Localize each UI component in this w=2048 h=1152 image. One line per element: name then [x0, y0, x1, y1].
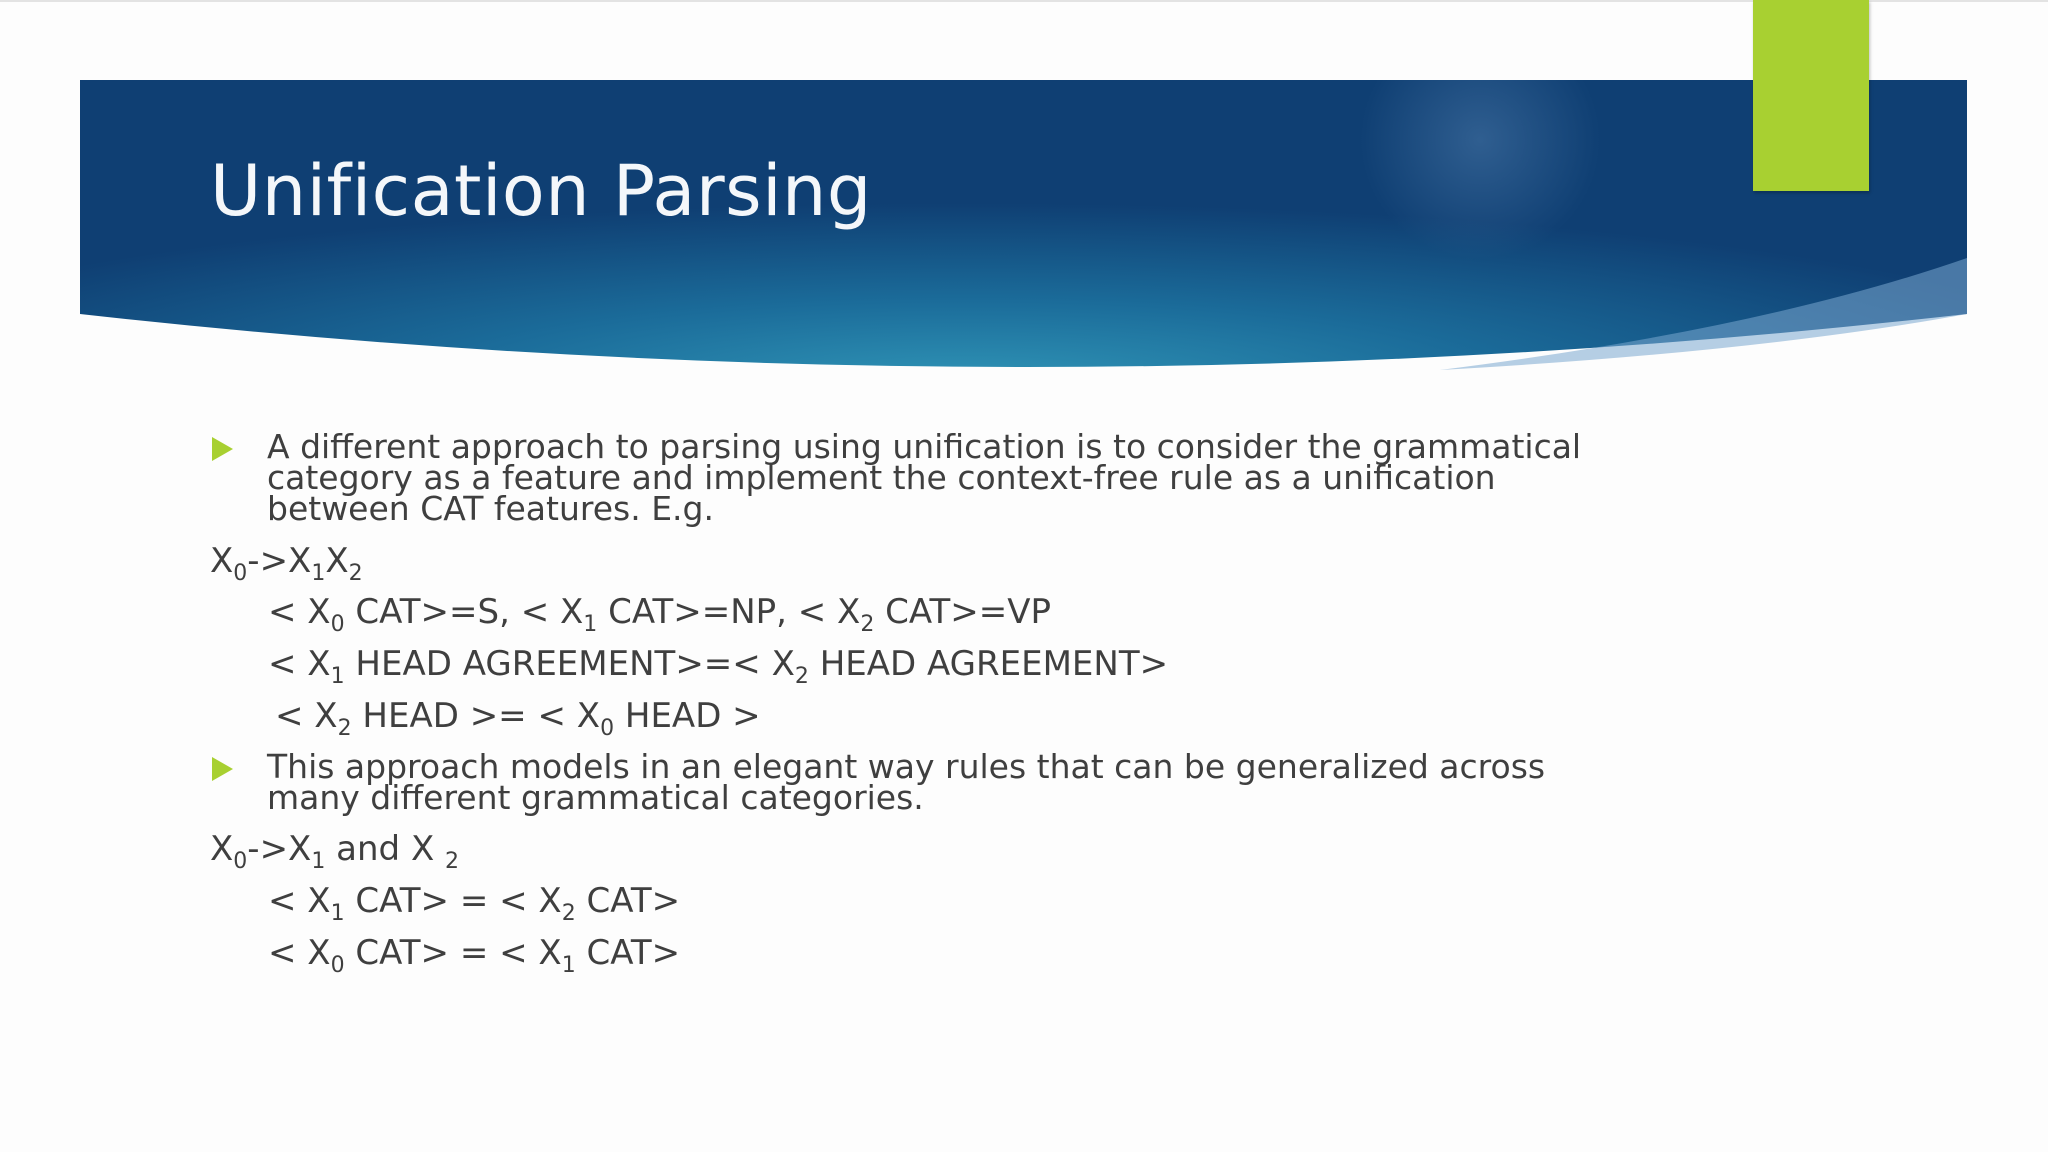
- rule-constraint: < $X_0$ CAT> = < $X_1$ CAT>: [268, 933, 681, 978]
- rule-head: $X_0->X_1X_2$: [210, 541, 363, 586]
- slide-title: Unification Parsing: [210, 150, 872, 232]
- rule-constraint: < $X_1$ HEAD AGREEMENT>=< $X_2$ HEAD AGREEMENT>: [268, 644, 1169, 689]
- bullet-text: This approach models in an elegant way rules that can be generalized across many different grammatical categories.: [267, 747, 1546, 817]
- bullet-text: A different approach to parsing using unification is to consider the grammatical category as a feature and implement the context-free rule as a unification between CAT features. E.g.: [267, 427, 1582, 528]
- rule-constraint: < $X_1$ CAT> = < $X_2$ CAT>: [268, 881, 681, 926]
- rule-constraint: < $X_0$ CAT>=S, < $X_1$ CAT>=NP, < $X_2$ CAT>=VP: [268, 592, 1052, 637]
- rule-head: $X_0->X_1$ and X $_2$: [210, 829, 460, 874]
- triangle-bullet-icon: [212, 437, 233, 461]
- triangle-bullet-icon: [212, 757, 233, 781]
- rule-constraint: < $X_2$ HEAD >= < $X_0$ HEAD >: [275, 696, 761, 741]
